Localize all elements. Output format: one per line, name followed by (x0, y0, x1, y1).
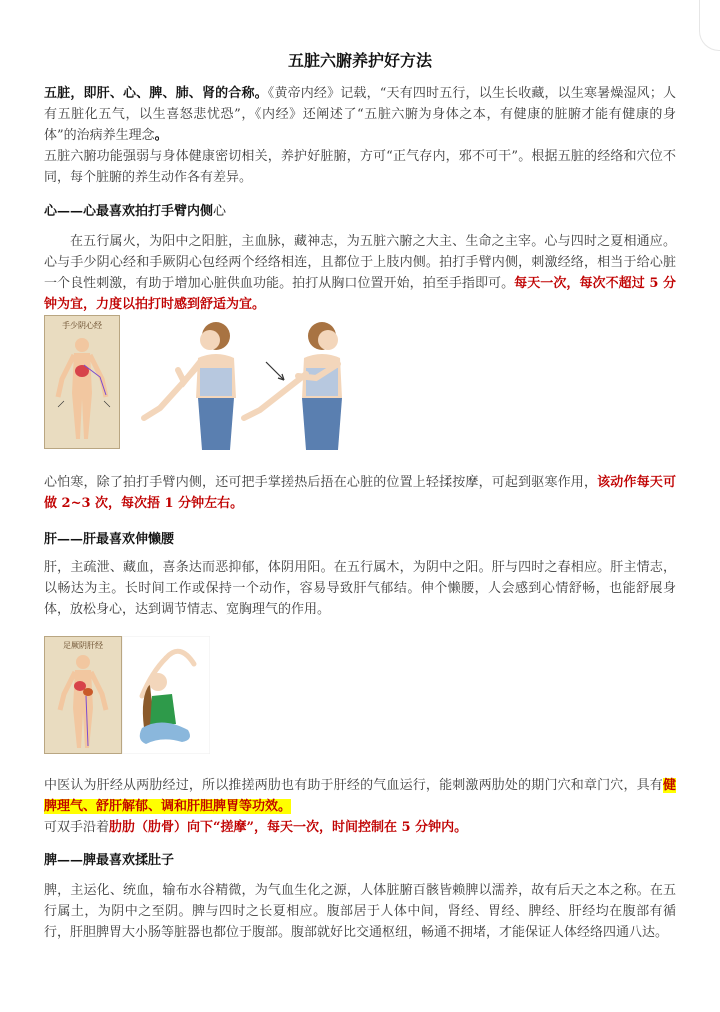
heart-chart-label: 手少阴心经 (62, 321, 102, 330)
heart-para-text: 在五行属火，为阳中之阳脏，主血脉，藏神志，为五脏六腑之大主、生命之主宰。心与四时之夏相通应。 心与手少阴心经和手厥阴心包经两个经络相连，且都位于上肢内侧。拍打手臂内侧，刺激经络，相当于给心脏一个良性刺激，有助于增加心脏供血功能。拍打从胸口位置开始，拍至手指即可。 (44, 234, 676, 291)
spleen-heading: 脾——脾最喜欢揉肚子 (44, 853, 175, 868)
liver-after2-lead: 可双手沿着 (44, 820, 110, 835)
intro-paragraph (44, 83, 676, 188)
heart-heading (44, 200, 226, 219)
stretching-woman-illustration (122, 636, 210, 754)
liver-paragraph: 肝，主疏泄、藏血，喜条达而恶抑郁，体阴用阳。在五行属木，为阴中之阳。肝与四时之春相应。肝主情志，以畅达为主。长时间工作或保持一个动作，容易导致肝气郁结。伸个懒腰，人会感到心情舒畅，也能舒展身体，放松身心，达到调节情志、宽胸理气的作用。 (44, 560, 676, 617)
heart-para-red: 每天一次，每次不超过 5 分钟为宜，力度以拍打时感到舒适为宜。 (44, 276, 676, 312)
heart-heading-tail: 心 (213, 204, 227, 219)
liver-chart-label: 足厥阴肝经 (63, 641, 103, 650)
liver-after-paragraph (44, 775, 676, 838)
heart-paragraph (44, 231, 676, 315)
spleen-paragraph: 脾，主运化、统血，输布水谷精微，为气血生化之源，人体脏腑百骸皆赖脾以濡养，故有后天之本之称。在五行属土，为阴中之至阴。脾与四时之长夏相应。腹部居于人体中间，肾经、胃经、脾经、肝经均在腹部有循行，肝胆脾胃大小肠等脏器也都位于腹部。腹部就好比交通枢纽，畅通不拥堵，才能保证人体经络四通八达。 (44, 883, 676, 940)
intro-rest: 《黄帝内经》记载，“天有四时五行，以生长收藏，以生寒暑燥湿风；人有五脏化五气，以生喜怒悲忧恐”，《内经》还阐述了“五脏六腑为身体之本，有健康的脏腑才能有健康的身体”的治病养生理念 (44, 86, 676, 143)
liver-meridian-chart (44, 636, 122, 754)
heart-heading-text: 心——心最喜欢拍打手臂内侧 (44, 204, 214, 219)
liver-heading: 肝——肝最喜欢伸懒腰 (44, 532, 175, 547)
page-curl-corner (699, 0, 720, 51)
heart-after-red: 该动作每天可做 2~3 次，每次捂 1 分钟左右。 (44, 475, 676, 511)
intro-bold-lead: 五脏，即肝、心、脾、肺、肾的合称。 (44, 86, 268, 101)
liver-after2-red: 肋肋（肋骨）向下“搓摩”，每天一次，时间控制在 5 分钟内。 (109, 820, 468, 835)
intro-end-mark: 。 (154, 128, 168, 143)
liver-after-highlight: 健脾理气、舒肝解郁、调和肝胆脾胃等功效。 (44, 778, 676, 814)
liver-after-text: 中医认为肝经从两肋经过，所以推搓两肋也有助于肝经的气血运行，能刺激两肋处的期门穴和章门穴，具有 (44, 778, 663, 793)
intro-line2: 五脏六腑功能强弱与身体健康密切相关，养护好脏腑，方可“正气存内，邪不可干”。根据五脏的经络和穴位不同，每个脏腑的养生动作各有差异。 (44, 149, 676, 185)
heart-after-text: 心怕寒，除了拍打手臂内侧，还可把手掌搓热后捂在心脏的位置上轻揉按摩，可起到驱寒作用， (44, 475, 598, 490)
heart-meridian-chart (44, 315, 120, 449)
heart-after-paragraph (44, 472, 676, 514)
page-title: 五脏六腑养护好方法 (287, 51, 432, 70)
heart-arm-tapping-illustration (140, 318, 380, 450)
